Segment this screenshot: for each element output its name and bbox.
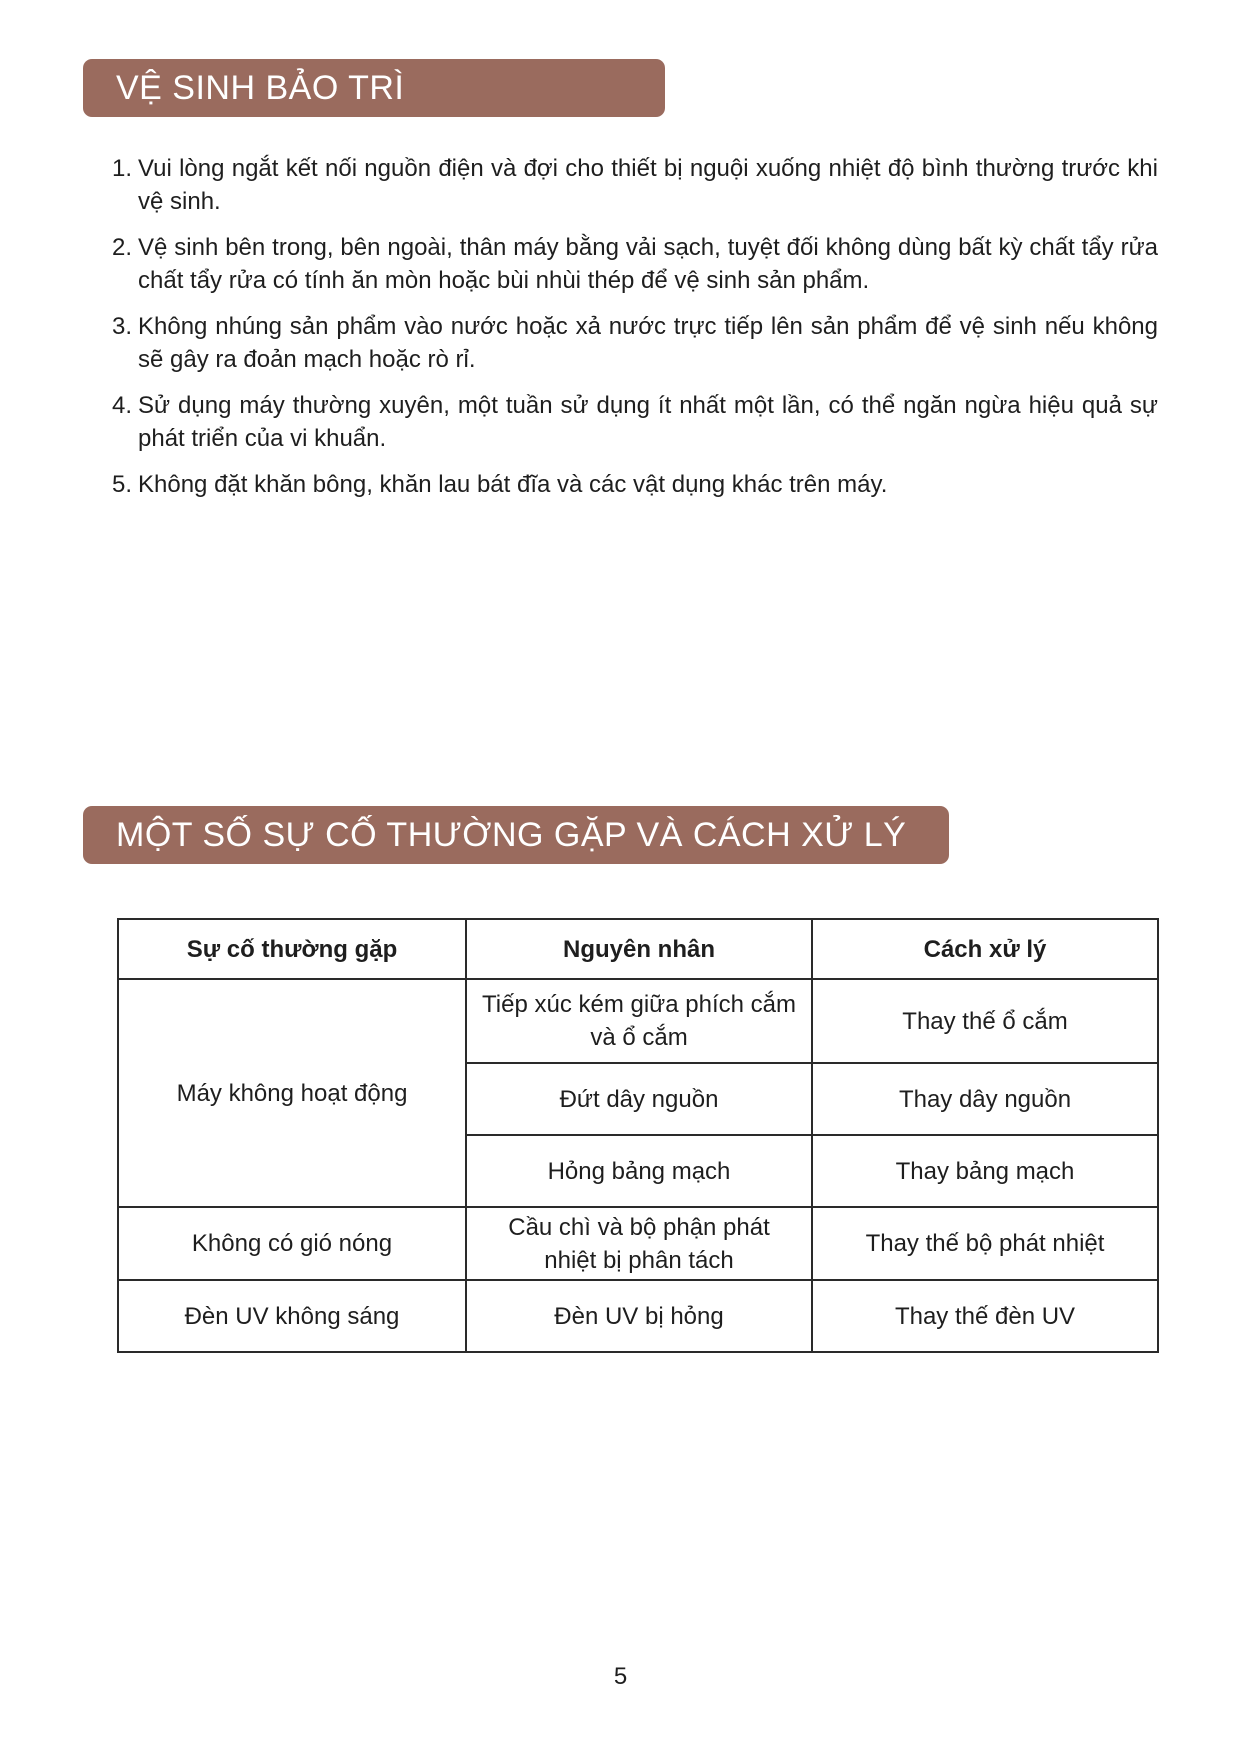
cause-cell: Đứt dây nguồn xyxy=(466,1063,812,1135)
list-item xyxy=(112,468,1158,501)
troubleshooting-table xyxy=(117,918,1159,1353)
list-item-number: 1. xyxy=(112,155,133,182)
cause-cell: Hỏng bảng mạch xyxy=(466,1135,812,1207)
list-item-text: Sử dụng máy thường xuyên, một tuần sử dụng ít nhất một lần, có thể ngăn ngừa hiệu quả sự phát triển của vi khuẩn. xyxy=(138,392,1158,452)
list-item xyxy=(112,310,1158,376)
issue-cell: Không có gió nóng xyxy=(118,1207,466,1280)
section-title-maintenance: VỆ SINH BẢO TRÌ xyxy=(83,59,665,117)
list-item-text: Không đặt khăn bông, khăn lau bát đĩa và các vật dụng khác trên máy. xyxy=(138,471,888,498)
table-row xyxy=(118,1207,1158,1280)
fix-cell: Thay dây nguồn xyxy=(812,1063,1158,1135)
list-item-number: 5. xyxy=(112,471,133,498)
cause-cell: Tiếp xúc kém giữa phích cắm và ổ cắm xyxy=(466,979,812,1063)
list-item-text: Vệ sinh bên trong, bên ngoài, thân máy bằng vải sạch, tuyệt đối không dùng bất kỳ chất tẩy rửa chất tẩy rửa có tính ăn mòn hoặc bùi nhùi thép để vệ sinh sản phẩm. xyxy=(138,234,1158,294)
column-header-issue: Sự cố thường gặp xyxy=(118,919,466,979)
column-header-cause: Nguyên nhân xyxy=(466,919,812,979)
fix-cell: Thay thế ổ cắm xyxy=(812,979,1158,1063)
list-item xyxy=(112,152,1158,218)
cause-cell: Đèn UV bị hỏng xyxy=(466,1280,812,1352)
maintenance-list xyxy=(112,152,1158,514)
table-row xyxy=(118,979,1158,1063)
table-row xyxy=(118,1280,1158,1352)
list-item xyxy=(112,389,1158,455)
list-item-text: Vui lòng ngắt kết nối nguồn điện và đợi cho thiết bị nguội xuống nhiệt độ bình thường trước khi vệ sinh. xyxy=(138,155,1158,215)
list-item-number: 3. xyxy=(112,313,133,340)
list-item xyxy=(112,231,1158,297)
list-item-number: 4. xyxy=(112,392,133,419)
fix-cell: Thay thế bộ phát nhiệt xyxy=(812,1207,1158,1280)
section-title-troubleshooting: MỘT SỐ SỰ CỐ THƯỜNG GẶP VÀ CÁCH XỬ LÝ xyxy=(83,806,949,864)
issue-cell: Đèn UV không sáng xyxy=(118,1280,466,1352)
fix-cell: Thay thế đèn UV xyxy=(812,1280,1158,1352)
page-number: 5 xyxy=(613,1663,628,1690)
list-item-number: 2. xyxy=(112,234,133,261)
column-header-fix: Cách xử lý xyxy=(812,919,1158,979)
issue-cell: Máy không hoạt động xyxy=(118,979,466,1207)
table-header-row xyxy=(118,919,1158,979)
list-item-text: Không nhúng sản phẩm vào nước hoặc xả nước trực tiếp lên sản phẩm để vệ sinh nếu không sẽ gây ra đoản mạch hoặc rò rỉ. xyxy=(138,313,1158,373)
fix-cell: Thay bảng mạch xyxy=(812,1135,1158,1207)
cause-cell: Cầu chì và bộ phận phát nhiệt bị phân tách xyxy=(466,1207,812,1280)
